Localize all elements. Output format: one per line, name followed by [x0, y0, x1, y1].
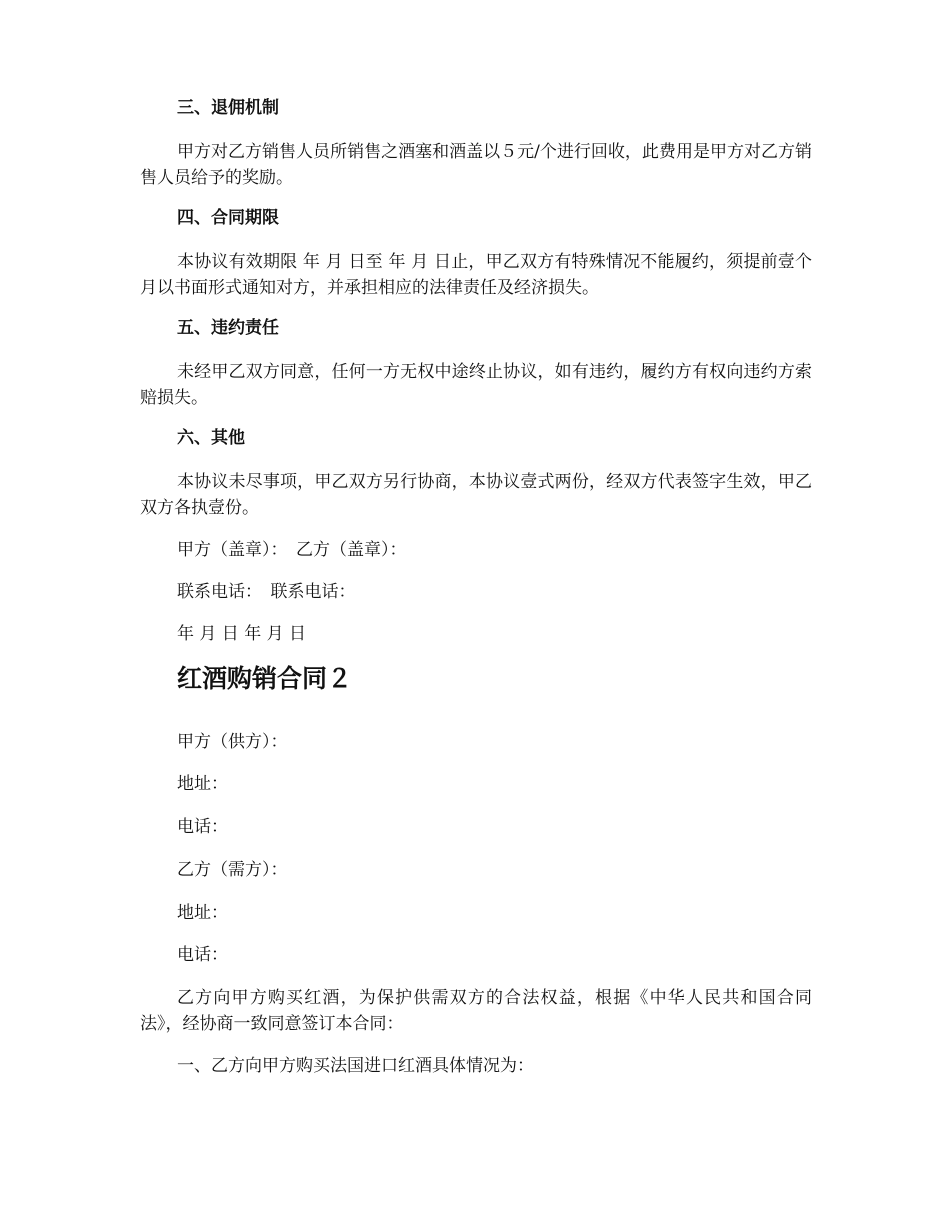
party-a-label: 甲方（供方）： — [177, 732, 288, 752]
section-4-body: 本协议有效期限 年 月 日至 年 月 日止，甲乙双方有特殊情况不能履约，须提前壹个月以书面形式通知对方，并承担相应的法律责任及经济损失。 — [140, 252, 812, 298]
section-5-heading: 五、违约责任 — [177, 318, 279, 338]
section-6-heading: 六、其他 — [177, 428, 245, 448]
party-a-phone: 电话： — [177, 817, 228, 837]
party-b-label: 乙方（需方）： — [177, 860, 288, 880]
section-3-heading: 三、退佣机制 — [177, 98, 279, 118]
seal-line: 甲方（盖章）： 乙方（盖章）： — [177, 540, 407, 560]
section-4-heading: 四、合同期限 — [177, 208, 279, 228]
contract-2-title: 红酒购销合同２ — [177, 664, 353, 693]
contract-2-intro: 乙方向甲方购买红酒，为保护供需双方的合法权益，根据《中华人民共和国合同法》，经协商一致同意签订本合同： — [140, 988, 812, 1034]
party-b-phone: 电话： — [177, 945, 228, 965]
date-line: 年 月 日 年 月 日 — [177, 624, 307, 644]
party-a-address: 地址： — [177, 774, 228, 794]
contract-2-item-1: 一、乙方向甲方购买法国进口红酒具体情况为： — [177, 1056, 534, 1076]
contact-phone-line: 联系电话： 联系电话： — [177, 582, 356, 602]
section-6-body: 本协议未尽事项，甲乙双方另行协商，本协议壹式两份，经双方代表签字生效，甲乙双方各执壹份。 — [140, 472, 812, 518]
party-b-address: 地址： — [177, 903, 228, 923]
section-3-body: 甲方对乙方销售人员所销售之酒塞和酒盖以５元/个进行回收，此费用是甲方对乙方销售人员给予的奖励。 — [140, 142, 812, 188]
section-5-body: 未经甲乙双方同意，任何一方无权中途终止协议，如有违约，履约方有权向违约方索赔损失。 — [140, 362, 812, 408]
